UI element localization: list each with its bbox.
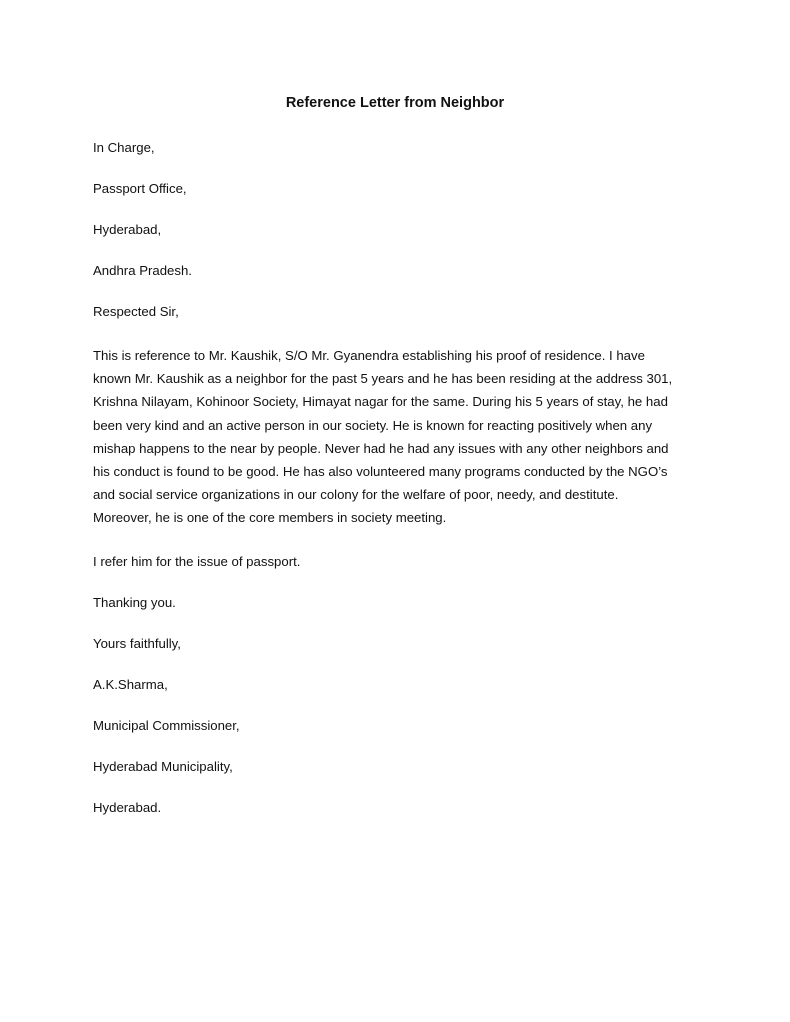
referral-line: I refer him for the issue of passport. [93, 553, 301, 569]
signature-organization: Hyderabad Municipality, [93, 758, 233, 774]
signature-city: Hyderabad. [93, 799, 162, 815]
thanks-line: Thanking you. [93, 594, 176, 610]
address-line-2: Passport Office, [93, 181, 187, 196]
letter-content [93, 139, 693, 840]
body-line-6: his conduct is found to be good. He has also volunteered many programs conducted by the NGO’s [93, 463, 668, 479]
signature-name: A.K.Sharma, [93, 676, 168, 692]
body-paragraph [93, 344, 693, 530]
closing-line: Yours faithfully, [93, 635, 181, 651]
letter-title: Reference Letter from Neighbor [285, 95, 505, 111]
body-line-4: been very kind and an active person in our society. He is known for reacting positively when any [93, 417, 653, 433]
body-line-3: Krishna Nilayam, Kohinoor Society, Himayat nagar for the same. During his 5 years of stay, he had [93, 394, 668, 410]
signature-title: Municipal Commissioner, [93, 717, 240, 733]
address-line-1: In Charge, [93, 140, 155, 155]
salutation: Respected Sir, [93, 304, 179, 319]
body-line-1: This is reference to Mr. Kaushik, S/O Mr. Gyanendra establishing his proof of residence. I have [93, 348, 645, 363]
body-line-8: Moreover, he is one of the core members in society meeting. [93, 510, 447, 526]
address-line-3: Hyderabad, [93, 222, 162, 237]
body-line-2: known Mr. Kaushik as a neighbor for the past 5 years and he has been residing at the address 301, [93, 371, 673, 387]
body-line-5: mishap happens to the near by people. Never had he had any issues with any other neighbors and [93, 440, 669, 456]
body-line-7: and social service organizations in our colony for the welfare of poor, needy, and destitute. [93, 487, 619, 503]
address-line-4: Andhra Pradesh. [93, 263, 192, 278]
